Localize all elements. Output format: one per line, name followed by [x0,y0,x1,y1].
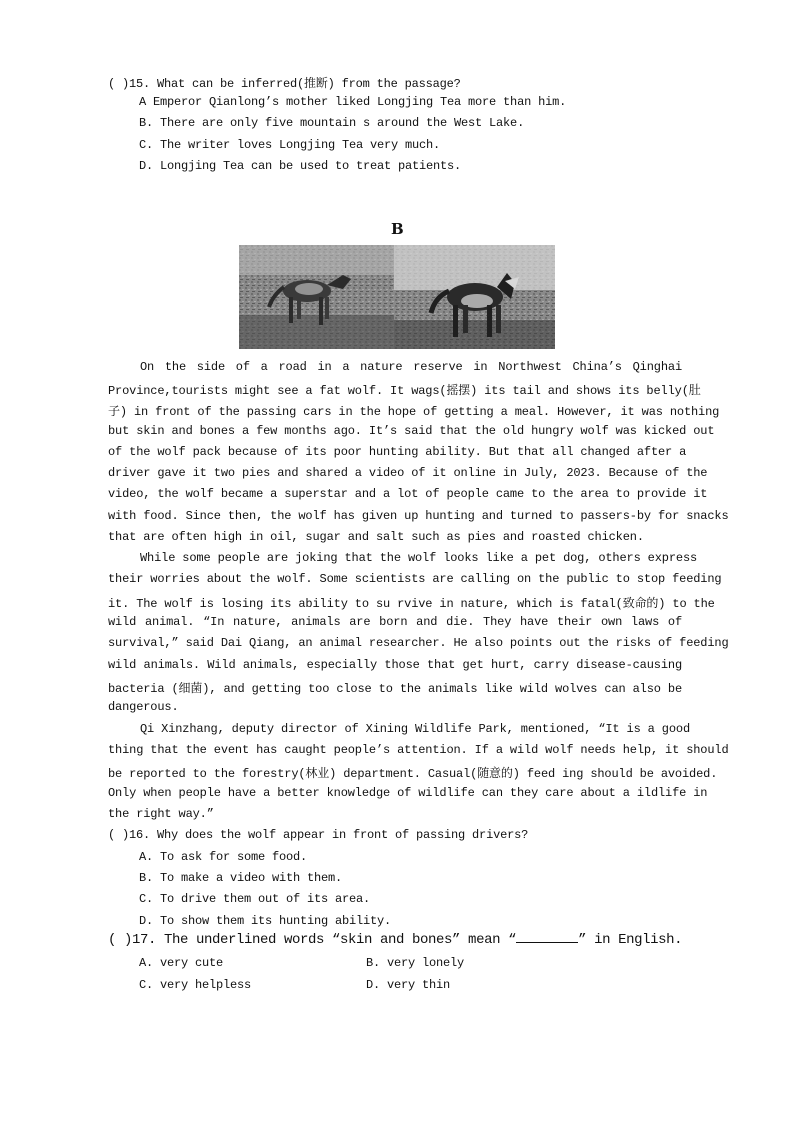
q17-stem-before: ( )17. The underlined words “skin and bones” mean “ [108,932,517,948]
q17-stem-after: ” in English. [578,932,683,948]
q17-option-c: C. very helpless [139,978,252,992]
passage-line: wild animal. “In nature, animals are born and die. They have their own laws of [108,615,682,629]
q17-option-d: D. very thin [366,978,451,992]
q17-option-b: B. very lonely [366,956,465,970]
wolf-photo [239,245,555,349]
passage-line: but skin and bones a few months ago. It’s said that the old hungry wolf was kicked out [108,424,715,438]
passage-line: survival,” said Dai Qiang, an animal researcher. He also points out the risks of feeding [108,636,729,650]
passage-line: While some people are joking that the wolf looks like a pet dog, others express [140,551,698,565]
q15-option-c: C. The writer loves Longjing Tea very much. [139,138,441,152]
q16-option-b: B. To make a video with them. [139,871,343,885]
passage-line: thing that the event has caught people’s attention. If a wild wolf needs help, it should [108,743,729,757]
passage-line: dangerous. [108,700,179,714]
passage-line: the right way.” [108,807,214,821]
passage-line: 子) in front of the passing cars in the hope of getting a meal. However, it was nothing [108,405,720,419]
passage-line: bacteria (细菌), and getting too close to the animals like wild wolves can also be [108,682,682,696]
passage-line: of the wolf pack because of its poor hunting ability. But that all changed after a [108,445,687,459]
passage-line: be reported to the forestry(林业) department. Casual(随意的) feed ing should be avoided. [108,767,718,781]
q16-option-a: A. To ask for some food. [139,850,308,864]
passage-line: it. The wolf is losing its ability to su rvive in nature, which is fatal(致命的) to the [108,597,715,611]
q16-option-d: D. To show them its hunting ability. [139,914,392,928]
q15-option-a: A Emperor Qianlong’s mother liked Longjing Tea more than him. [139,95,567,109]
passage-line: Qi Xinzhang, deputy director of Xining Wildlife Park, mentioned, “It is a good [140,722,690,736]
passage-line: driver gave it two pies and shared a video of it online in July, 2023. Because of the [108,466,708,480]
passage-line: that are often high in oil, sugar and salt such as pies and roasted chicken. [108,530,644,544]
q16-option-c: C. To drive them out of its area. [139,892,371,906]
passage-line: wild animals. Wild animals, especially those that get hurt, carry disease-causing [108,658,682,672]
passage-line: Province,tourists might see a fat wolf. It wags(摇摆) its tail and shows its belly(肚 [108,384,701,398]
q15-stem: ( )15. What can be inferred(推断) from the passage? [108,77,461,91]
q17-answer-blank[interactable] [516,932,578,943]
section-title: B [391,220,404,238]
passage-line: with food. Since then, the wolf has given up hunting and turned to passers-by for snacks [108,509,729,523]
passage-line: their worries about the wolf. Some scientists are calling on the public to stop feeding [108,572,722,586]
q17-option-a: A. very cute [139,956,224,970]
passage-line: Only when people have a better knowledge of wildlife can they care about a ildlife in [108,786,708,800]
q15-option-b: B. There are only five mountain s around the West Lake. [139,116,525,130]
q17-stem [108,932,682,948]
passage-line: On the side of a road in a nature reserve in Northwest China’s Qinghai [140,360,682,374]
passage-line: video, the wolf became a superstar and a lot of people came to the area to provide it [108,487,708,501]
q15-option-d: D. Longjing Tea can be used to treat patients. [139,159,462,173]
q16-stem: ( )16. Why does the wolf appear in front of passing drivers? [108,828,529,842]
